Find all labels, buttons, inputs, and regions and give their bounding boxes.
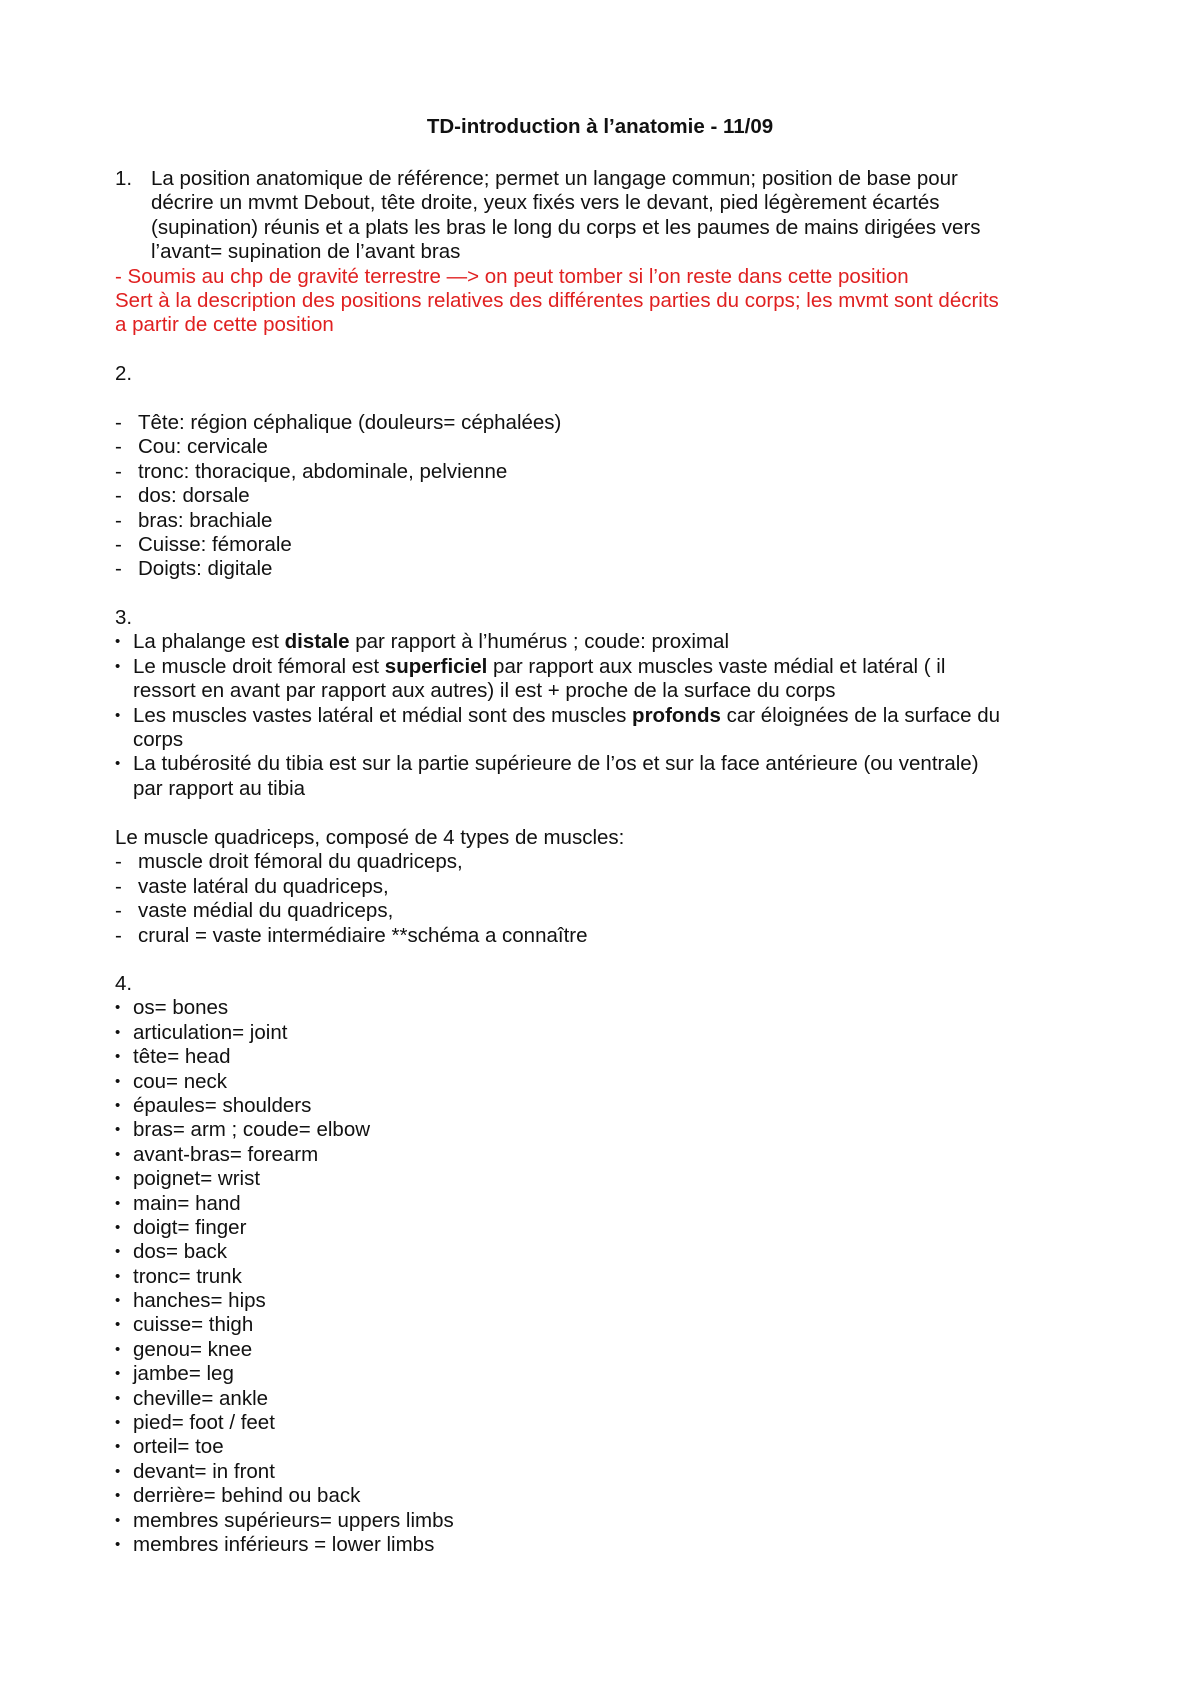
- bullet-marker: •: [115, 1511, 121, 1529]
- list-item-text: derrière= behind ou back: [133, 1484, 361, 1508]
- list-item: [115, 899, 1115, 923]
- list-item-text: dos= back: [133, 1240, 228, 1264]
- bold-term: superficiel: [384, 654, 488, 678]
- text-run: car éloignées de la surface du: [720, 703, 1001, 727]
- list-item: [115, 1240, 1115, 1264]
- bullet-marker: •: [115, 1170, 121, 1188]
- list-item: [115, 1533, 1115, 1557]
- text-run: La phalange est: [133, 630, 285, 654]
- list-item-text: hanches= hips: [133, 1289, 266, 1313]
- section-4: [115, 972, 1115, 1557]
- bullet-marker: •: [115, 633, 121, 651]
- bullet-marker: •: [115, 1535, 121, 1553]
- list-item: [115, 752, 1115, 776]
- section-number: 4.: [115, 972, 133, 995]
- list-item: [115, 1362, 1115, 1386]
- bullet-marker: •: [115, 1292, 121, 1310]
- list-item: [115, 460, 1115, 484]
- list-item-text: Doigts: digitale: [138, 557, 273, 581]
- list-item-text: poignet= wrist: [133, 1167, 261, 1191]
- bullet-marker: •: [115, 1414, 121, 1432]
- list-item-text: Cou: cervicale: [138, 435, 268, 459]
- paragraph-line: décrire un mvmt Debout, tête droite, yeux fixés vers le devant, pied légèrement écartés: [151, 191, 940, 215]
- text-run: Le muscle droit fémoral est: [133, 654, 385, 678]
- page-title: TD-introduction à l’anatomie - 11/09: [426, 115, 774, 138]
- list-item: [115, 1118, 1115, 1142]
- list-item: [115, 1070, 1115, 1094]
- dash-marker: -: [115, 899, 122, 923]
- list-item-text: bras= arm ; coude= elbow: [133, 1118, 371, 1142]
- list-item-text: tête= head: [133, 1045, 231, 1069]
- list-item: [115, 1411, 1115, 1435]
- list-item-text: devant= in front: [133, 1459, 275, 1483]
- bullet-marker: •: [115, 1267, 121, 1285]
- list-item: [115, 557, 1115, 581]
- list-item: [115, 655, 1115, 679]
- list-item: [115, 1313, 1115, 1337]
- list-item-text: Cuisse: fémorale: [138, 532, 292, 556]
- section-number: 1.: [115, 167, 133, 190]
- list-item: [115, 1460, 1115, 1484]
- bullet-marker: •: [115, 1389, 121, 1407]
- dash-marker: -: [115, 435, 122, 459]
- list-item-text: orteil= toe: [133, 1435, 224, 1459]
- list-item-text: cou= neck: [133, 1069, 228, 1093]
- list-item: [115, 484, 1115, 508]
- list-item: [115, 630, 1115, 654]
- list-item: [115, 1167, 1115, 1191]
- bullet-marker: •: [115, 1487, 121, 1505]
- bullet-marker: •: [115, 1121, 121, 1139]
- text-run: par rapport à l’humérus ; coude: proximal: [349, 630, 729, 654]
- list-item: [115, 1338, 1115, 1362]
- list-item-text: cheville= ankle: [133, 1386, 269, 1410]
- bullet-marker: •: [115, 1096, 121, 1114]
- note-line-red: - Soumis au chp de gravité terrestre —> on peut tomber si l’on reste dans cette position: [115, 264, 909, 288]
- list-item-continuation: par rapport au tibia: [133, 776, 306, 800]
- text-run: par rapport aux muscles vaste médial et latéral ( il: [487, 654, 946, 678]
- list-item: [115, 1021, 1115, 1045]
- list-item-text: articulation= joint: [133, 1020, 288, 1044]
- list-item-text: genou= knee: [133, 1337, 253, 1361]
- dash-marker: -: [115, 557, 122, 581]
- dash-marker: -: [115, 923, 122, 947]
- bullet-marker: •: [115, 1145, 121, 1163]
- dash-marker: -: [115, 508, 122, 532]
- bullet-marker: •: [115, 755, 121, 773]
- list-item: [115, 1045, 1115, 1069]
- body-regions-list: [115, 411, 1115, 582]
- list-item-text: muscle droit fémoral du quadriceps,: [138, 850, 463, 874]
- list-item: [115, 1509, 1115, 1533]
- list-item-text: doigt= finger: [133, 1215, 247, 1239]
- list-item-text: La tubérosité du tibia est sur la partie supérieure de l’os et sur la face antérieure (ou ventrale): [133, 752, 979, 776]
- bullet-marker: •: [115, 1243, 121, 1261]
- list-item: [115, 850, 1115, 874]
- bullet-marker: •: [115, 1438, 121, 1456]
- list-item: [115, 1216, 1115, 1240]
- list-item: [115, 1192, 1115, 1216]
- list-item-text: os= bones: [133, 996, 229, 1020]
- bullet-marker: •: [115, 1023, 121, 1041]
- list-item: [115, 1435, 1115, 1459]
- list-item-text: crural = vaste intermédiaire **schéma a connaître: [138, 923, 588, 947]
- list-item: [115, 1143, 1115, 1167]
- bullet-marker: •: [115, 1365, 121, 1383]
- bullet-marker: •: [115, 1218, 121, 1236]
- note-line-red: a partir de cette position: [115, 313, 334, 337]
- dash-marker: -: [115, 532, 122, 556]
- list-item-text: cuisse= thigh: [133, 1313, 254, 1337]
- list-item-text: membres inférieurs = lower limbs: [133, 1532, 435, 1556]
- list-item-continuation: ressort en avant par rapport aux autres) il est + proche de la surface du corps: [133, 679, 836, 703]
- list-item: [115, 875, 1115, 899]
- bullet-marker: •: [115, 657, 121, 675]
- paragraph-line: La position anatomique de référence; permet un langage commun; position de base pour: [151, 167, 958, 190]
- list-item: [115, 435, 1115, 459]
- list-item-text: tronc= trunk: [133, 1264, 242, 1288]
- dash-marker: -: [115, 850, 122, 874]
- list-item-text: épaules= shoulders: [133, 1093, 312, 1117]
- list-item-text: Tête: région céphalique (douleurs= céphalées): [138, 411, 562, 434]
- list-item-text: bras: brachiale: [138, 508, 273, 532]
- dash-marker: -: [115, 484, 122, 508]
- section-2: [115, 362, 1115, 386]
- list-item: [115, 533, 1115, 557]
- paragraph-line: (supination) réunis et a plats les bras le long du corps et les paumes de mains dirigées vers: [151, 215, 981, 239]
- list-item: [115, 704, 1115, 728]
- note-line-red: Sert à la description des positions relatives des différentes parties du corps; les mvmt sont décrits: [115, 288, 999, 312]
- bullet-marker: •: [115, 706, 121, 724]
- bullet-marker: •: [115, 999, 121, 1017]
- bold-term: profonds: [632, 703, 721, 727]
- section-number: 3.: [115, 606, 133, 629]
- section-3: [115, 606, 1115, 801]
- paragraph-line: l’avant= supination de l’avant bras: [151, 240, 461, 264]
- list-item: [115, 1094, 1115, 1118]
- quadriceps-block: [115, 826, 1115, 948]
- list-item-text: tronc: thoracique, abdominale, pelvienne: [138, 459, 508, 483]
- list-item-text: vaste médial du quadriceps,: [138, 899, 394, 923]
- dash-marker: -: [115, 874, 122, 898]
- list-item: [115, 1289, 1115, 1313]
- list-item-text: avant-bras= forearm: [133, 1142, 319, 1166]
- list-item-continuation: corps: [133, 727, 184, 751]
- bold-term: distale: [284, 630, 350, 654]
- list-item-text: main= hand: [133, 1191, 241, 1215]
- list-item: [115, 924, 1115, 948]
- bullet-marker: •: [115, 1072, 121, 1090]
- bullet-marker: •: [115, 1340, 121, 1358]
- list-item-text: vaste latéral du quadriceps,: [138, 874, 389, 898]
- list-item: [115, 1265, 1115, 1289]
- bullet-marker: •: [115, 1194, 121, 1212]
- bullet-marker: •: [115, 1048, 121, 1066]
- list-item-text: dos: dorsale: [138, 484, 250, 508]
- bullet-marker: •: [115, 1316, 121, 1334]
- dash-marker: -: [115, 459, 122, 483]
- list-item: [115, 1387, 1115, 1411]
- list-item: [115, 411, 1115, 435]
- section-number: 2.: [115, 362, 133, 385]
- text-run: Les muscles vastes latéral et médial sont des muscles: [133, 703, 633, 727]
- paragraph-line: Le muscle quadriceps, composé de 4 types de muscles:: [115, 826, 625, 849]
- list-item: [115, 509, 1115, 533]
- section-1: [115, 167, 1115, 338]
- list-item: [115, 1484, 1115, 1508]
- bullet-marker: •: [115, 1462, 121, 1480]
- list-item-text: membres supérieurs= uppers limbs: [133, 1508, 454, 1532]
- list-item: [115, 996, 1115, 1020]
- list-item-text: jambe= leg: [133, 1362, 234, 1386]
- list-item-text: pied= foot / feet: [133, 1411, 275, 1435]
- dash-marker: -: [115, 411, 122, 434]
